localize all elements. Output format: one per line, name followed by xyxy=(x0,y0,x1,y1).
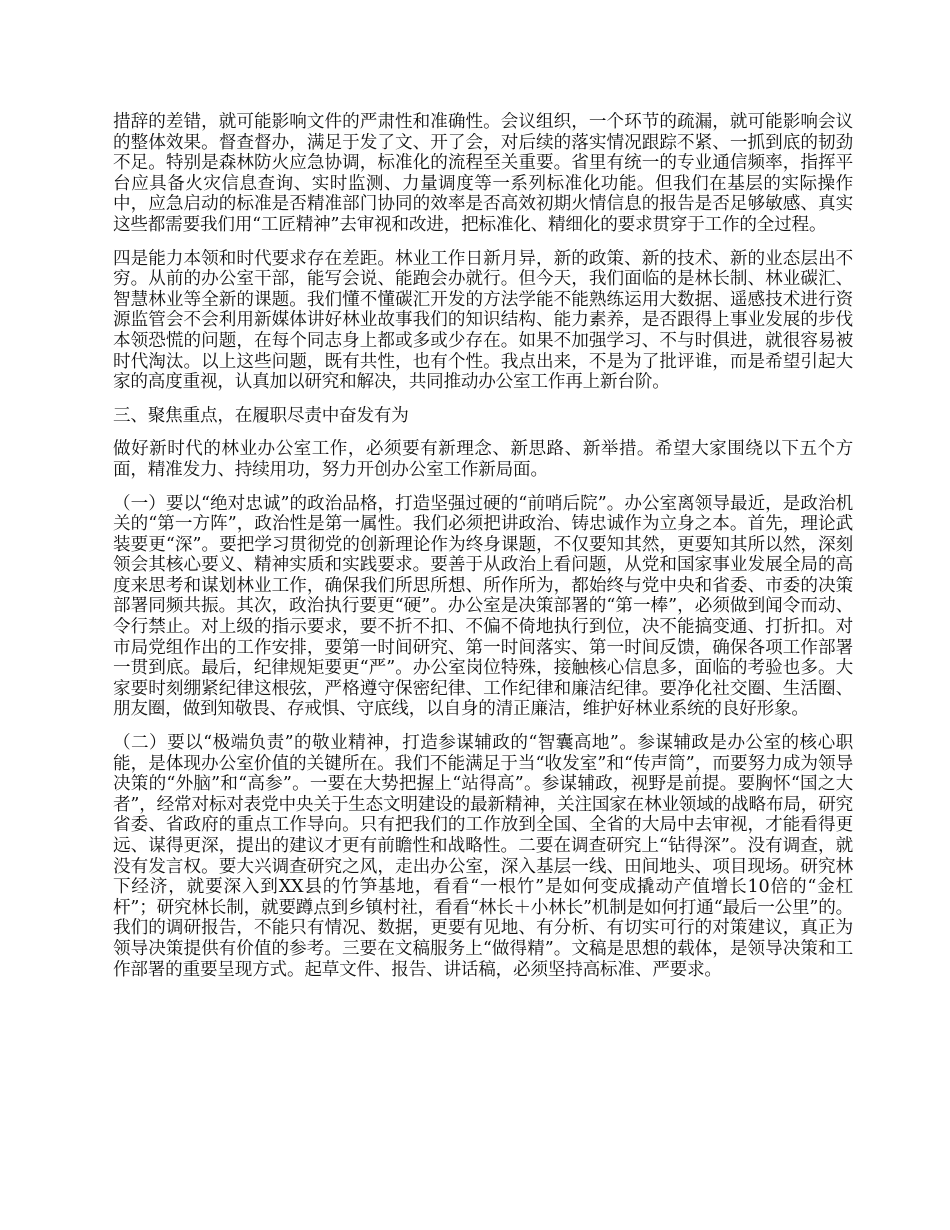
paragraph-point-one: （一）要以“绝对忠诚”的政治品格，打造坚强过硬的“前哨后院”。办公室离领导最近，是政治机关的“第一方阵”，政治性是第一属性。我们必须把讲政治、铸忠诚作为立身之本。首先，理论武装要更“深”。要把学习贯彻党的创新理论作为终身课题，不仅要知其然，更要知其所以然，深刻领会其核心要义、精神实质和实践要求。要善于从政治上看问题，从党和国家事业发展全局的高度来思考和谋划林业工作，确保我们所思所想、所作所为，都始终与党中央和省委、市委的决策部署同频共振。其次，政治执行要更“硬”。办公室是决策部署的“第一棒”，必须做到闻令而动、令行禁止。对上级的指示要求，要不折不扣、不偏不倚地执行到位，决不能搞变通、打折扣。对市局党组作出的工作安排，要第一时间研究、第一时间落实、第一时间反馈，确保各项工作部署一贯到底。最后，纪律规矩要更“严”。办公室岗位特殊，接触核心信息多，面临的考验也多。大家要时刻绷紧纪律这根弦，严格遵守保密纪律、工作纪律和廉洁纪律。要净化社交圈、生活圈、朋友圈，做到知敬畏、存戒惧、守底线，以自身的清正廉洁，维护好林业系统的良好形象。 xyxy=(113,493,853,720)
paragraph-point-two: （二）要以“极端负责”的敬业精神，打造参谋辅政的“智囊高地”。参谋辅政是办公室的核心职能，是体现办公室价值的关键所在。我们不能满足于当“收发室”和“传声筒”，而要努力成为领导决策的“外脑”和“高参”。一要在大势把握上“站得高”。参谋辅政，视野是前提。要胸怀“国之大者”，经常对标对表党中央关于生态文明建设的最新精神，关注国家在林业领域的战略布局，研究省委、省政府的重点工作导向。只有把我们的工作放到全国、全省的大局中去审视，才能看得更远、谋得更深，提出的建议才更有前瞻性和战略性。二要在调查研究上“钻得深”。没有调查，就没有发言权。要大兴调查研究之风，走出办公室，深入基层一线、田间地头、项目现场。研究林下经济，就要深入到XX县的竹笋基地，看看“一根竹”是如何变成撬动产值增长10倍的“金杠杆”；研究林长制，就要蹲点到乡镇村社，看看“林长＋小林长”机制是如何打通“最后一公里”的。我们的调研报告，不能只有情况、数据，更要有见地、有分析、有切实可行的对策建议，真正为领导决策提供有价值的参考。三要在文稿服务上“做得精”。文稿是思想的载体，是领导决策和工作部署的重要呈现方式。起草文件、报告、讲话稿，必须坚持高标准、严要求。 xyxy=(113,733,853,980)
section-heading: 三、聚焦重点，在履职尽责中奋发有为 xyxy=(113,405,409,426)
document-page xyxy=(113,112,853,993)
paragraph-capability-gap: 四是能力本领和时代要求存在差距。林业工作日新月异，新的政策、新的技术、新的业态层出不穷。从前的办公室干部，能写会说、能跑会办就行。但今天，我们面临的是林长制、林业碳汇、智慧林业等全新的课题。我们懂不懂碳汇开发的方法学能不能熟练运用大数据、遥感技术进行资源监管会不会利用新媒体讲好林业故事我们的知识结构、能力素养，是否跟得上事业发展的步伐本领恐慌的问题，在每个同志身上都或多或少存在。如果不加强学习、不与时俱进，就很容易被时代淘汰。以上这些问题，既有共性，也有个性。我点出来，不是为了批评谁，而是希望引起大家的高度重视，认真加以研究和解决，共同推动办公室工作再上新台阶。 xyxy=(113,248,853,393)
paragraph-standardization: 措辞的差错，就可能影响文件的严肃性和准确性。会议组织，一个环节的疏漏，就可能影响会议的整体效果。督查督办，满足于发了文、开了会，对后续的落实情况跟踪不紧、一抓到底的韧劲不足。特别是森林防火应急协调，标准化的流程至关重要。省里有统一的专业通信频率，指挥平台应具备火灾信息查询、实时监测、力量调度等一系列标准化功能。但我们在基层的实际操作中，应急启动的标准是否精准部门协同的效率是否高效初期火情信息的报告是否足够敏感、真实这些都需要我们用“工匠精神”去审视和改进，把标准化、精细化的要求贯穿于工作的全过程。 xyxy=(113,112,853,235)
paragraph-intro: 做好新时代的林业办公室工作，必须要有新理念、新思路、新举措。希望大家围绕以下五个方面，精准发力、持续用功，努力开创办公室工作新局面。 xyxy=(113,439,853,480)
